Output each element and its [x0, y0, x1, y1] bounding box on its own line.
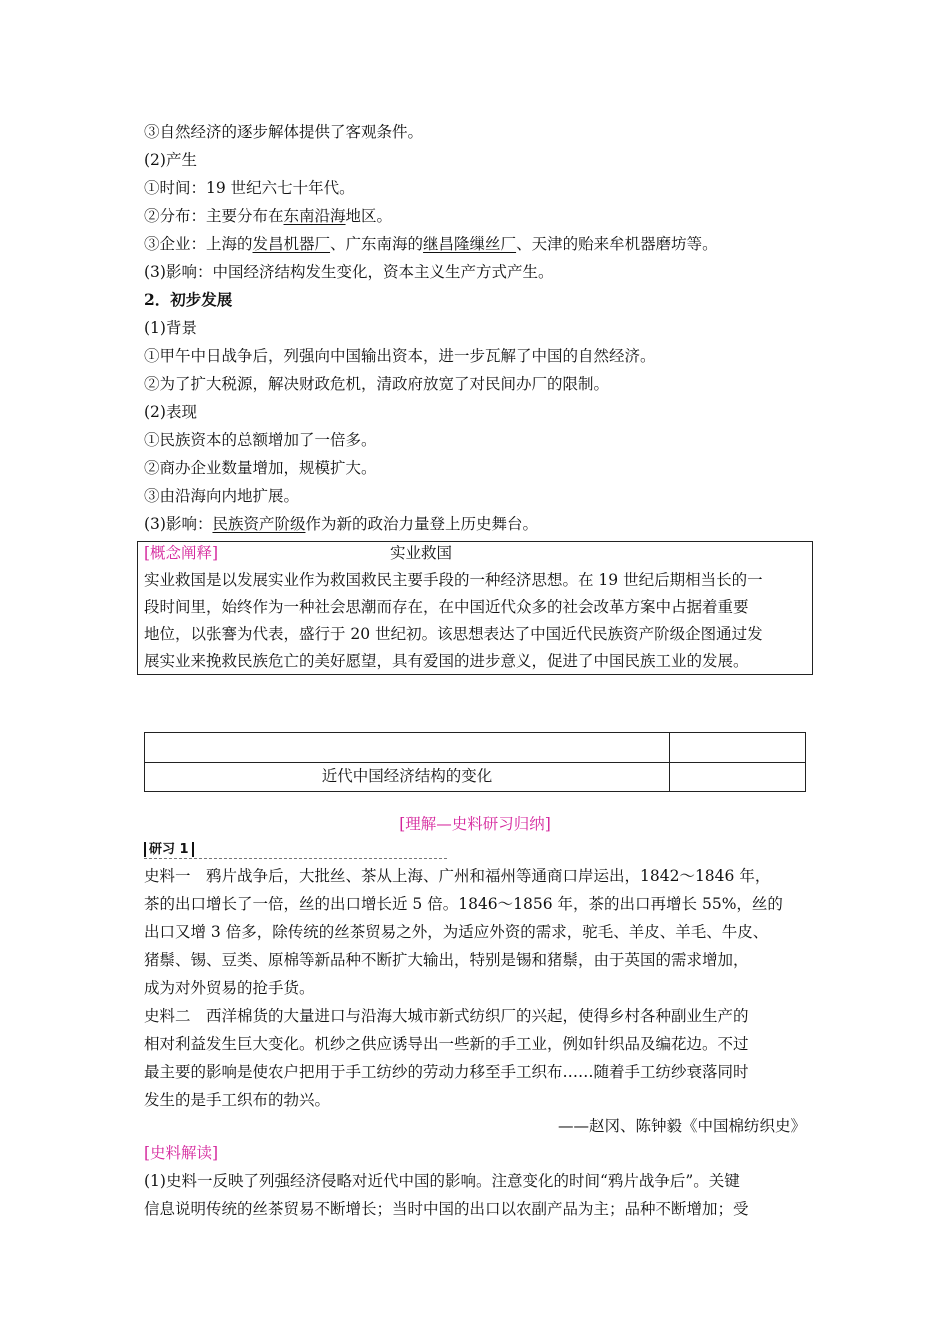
- text-span: 作为新的政治力量登上历史舞台。: [305, 515, 538, 533]
- source-citation: ——赵冈、陈钟毅《中国棉纺织史》: [557, 1117, 806, 1135]
- material-line: 相对利益发生巨大变化。机纱之供应诱导出一些新的手工业，例如针织品及编花边。不过: [144, 1035, 749, 1053]
- material-line: 史料二 西洋棉货的大量进口与沿海大城市新式纺织厂的兴起，使得乡村各种副业生产的: [144, 1007, 749, 1025]
- text-span: ③企业：上海的: [144, 235, 253, 253]
- text-span: 地区。: [345, 207, 393, 225]
- topic-table: [144, 732, 806, 792]
- concept-text-line: 段时间里，始终作为一种社会思潮而存在，在中国近代众多的社会改革方案中占据着重要: [144, 598, 749, 616]
- text-line: ③由沿海向内地扩展。: [144, 487, 300, 505]
- section-heading: 2．初步发展: [144, 290, 233, 309]
- text-line: (2)产生: [144, 151, 197, 169]
- text-line: (1)背景: [144, 319, 197, 337]
- influence-line: [144, 514, 538, 534]
- text-line: ②商办企业数量增加，规模扩大。: [144, 459, 377, 477]
- material-line: 史料一 鸦片战争后，大批丝、茶从上海、广州和福州等通商口岸运出，1842～1846 年，: [144, 867, 771, 885]
- concept-text-line: 展实业来挽救民族危亡的美好愿望，具有爱国的进步意义，促进了中国民族工业的发展。: [144, 652, 749, 670]
- text-span: 、天津的贻来牟机器磨坊等。: [516, 235, 718, 253]
- interp-line: (1)史料一反映了列强经济侵略对近代中国的影响。注意变化的时间“鸦片战争后”。关键: [144, 1172, 740, 1190]
- text-line: ③自然经济的逐步解体提供了客观条件。: [144, 123, 424, 141]
- concept-box: [137, 541, 813, 675]
- underlined-term: 民族资产阶级: [212, 515, 306, 533]
- text-line: ②为了扩大税源，解决财政危机，清政府放宽了对民间办厂的限制。: [144, 375, 610, 393]
- concept-label: [概念阐释]: [144, 544, 219, 562]
- concept-title: 实业救国: [390, 544, 453, 562]
- study-tag: 研习 1: [144, 842, 194, 857]
- material-line: 猪鬃、锡、豆类、原棉等新品种不断扩大输出，特别是锡和猪鬃，由于英国的需求增加，: [144, 951, 749, 969]
- interp-label: [史料解读]: [144, 1144, 219, 1162]
- material-line: 发生的是手工织布的勃兴。: [144, 1091, 331, 1109]
- distribution-line: [144, 206, 392, 226]
- text-line: ①民族资本的总额增加了一倍多。: [144, 431, 377, 449]
- text-span: ②分布：主要分布在: [144, 207, 284, 225]
- material-line: 最主要的影响是使农户把用于手工纺纱的劳动力移至手工织布……随着手工纺纱衰落同时: [144, 1063, 749, 1081]
- concept-text-line: 实业救国是以发展实业作为救国救民主要手段的一种经济思想。在 19 世纪后期相当长的一: [144, 571, 763, 589]
- table-cell-title: 近代中国经济结构的变化: [321, 767, 493, 785]
- interp-line: 信息说明传统的丝茶贸易不断增长；当时中国的出口以农副产品为主；品种不断增加；受: [144, 1200, 749, 1218]
- underlined-term: 东南沿海: [283, 207, 346, 225]
- dashed-divider: [144, 858, 447, 859]
- text-line: ①甲午中日战争后，列强向中国输出资本，进一步瓦解了中国的自然经济。: [144, 347, 656, 365]
- text-line: (3)影响：中国经济结构发生变化，资本主义生产方式产生。: [144, 263, 554, 281]
- text-span: (3)影响：: [144, 515, 213, 533]
- section-title: [理解—史料研习归纳]: [399, 815, 551, 833]
- material-line: 茶的出口增长了一倍，丝的出口增长近 5 倍。1846～1856 年，茶的出口再增长 55%，丝的: [144, 895, 783, 913]
- material-line: 成为对外贸易的抢手货。: [144, 979, 315, 997]
- enterprise-line: [144, 234, 718, 254]
- text-line: (2)表现: [144, 403, 197, 421]
- underlined-term: 发昌机器厂: [252, 235, 331, 253]
- material-line: 出口又增 3 倍多，除传统的丝茶贸易之外，为适应外资的需求，驼毛、羊皮、羊毛、牛皮、: [144, 923, 769, 941]
- text-line: ①时间：19 世纪六七十年代。: [144, 179, 355, 197]
- underlined-term: 继昌隆缫丝厂: [423, 235, 517, 253]
- text-span: 、广东南海的: [330, 235, 424, 253]
- concept-text-line: 地位，以张謇为代表，盛行于 20 世纪初。该思想表达了中国近代民族资产阶级企图通过发: [144, 625, 763, 643]
